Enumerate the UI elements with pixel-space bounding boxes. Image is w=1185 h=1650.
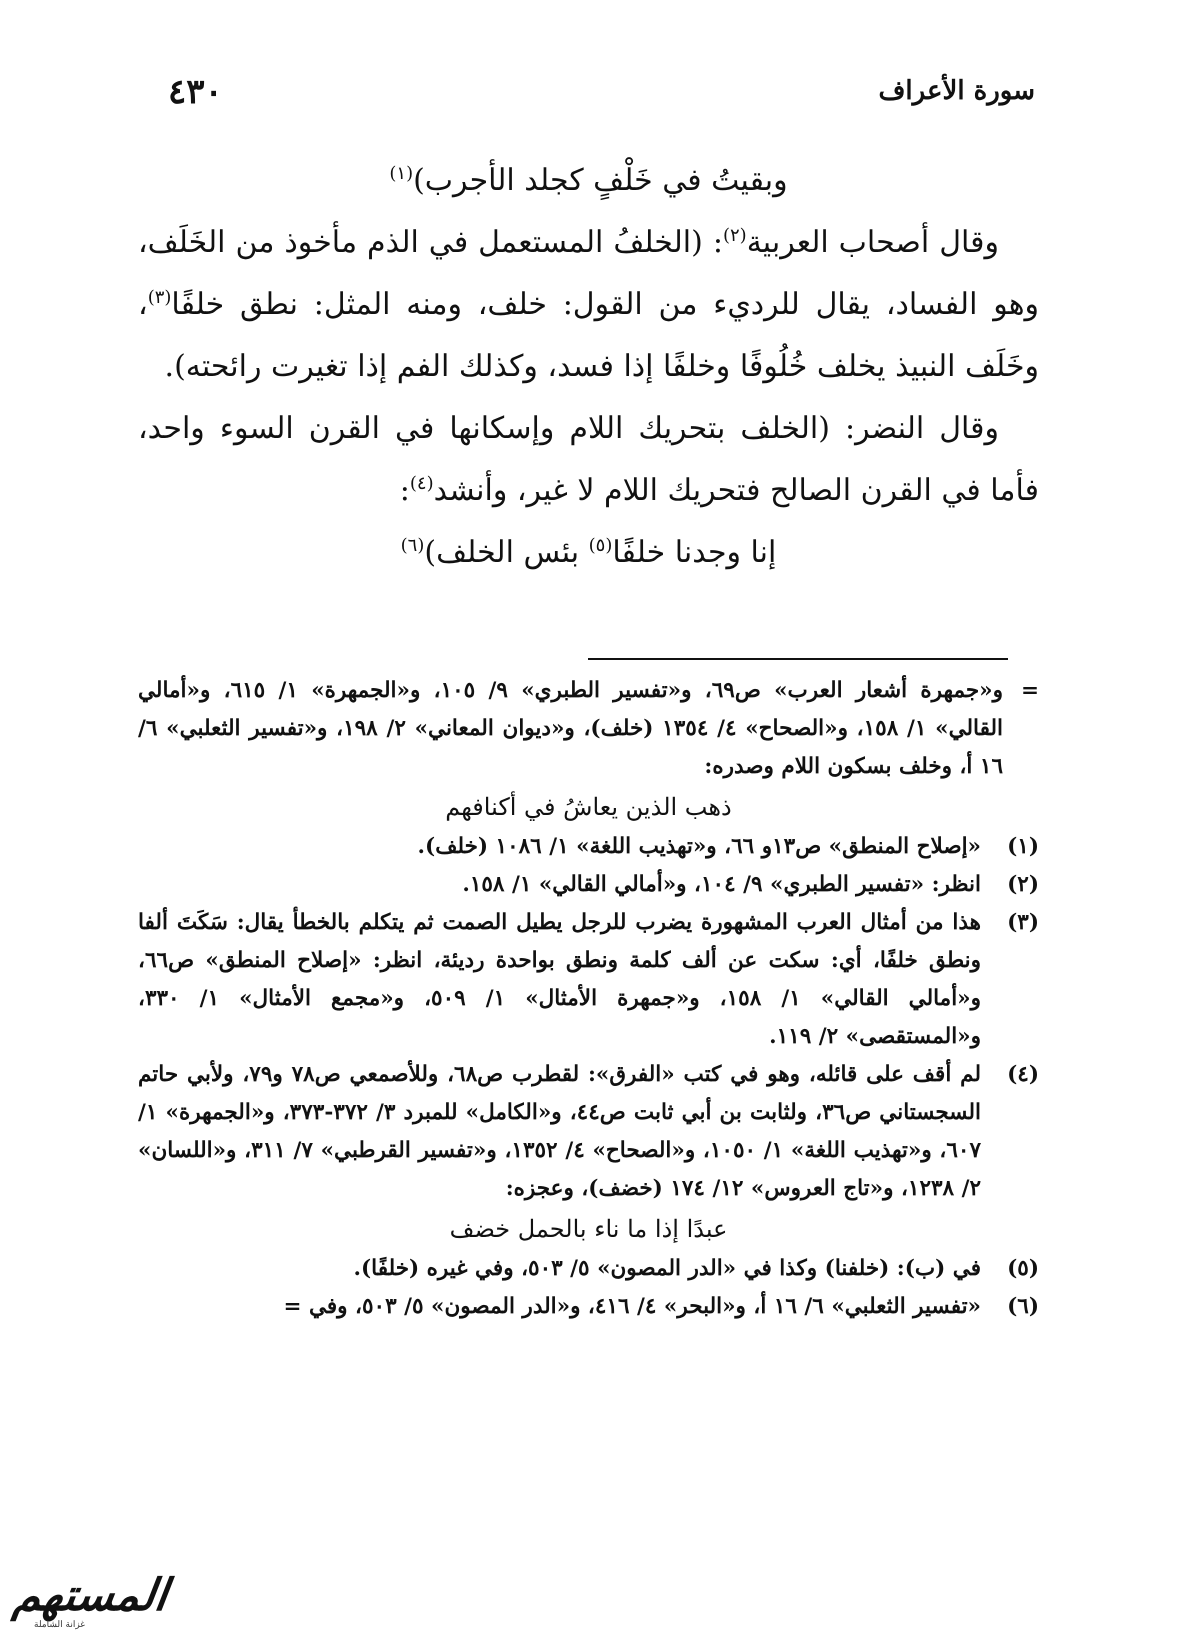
para-2-b: : — [399, 473, 410, 508]
footnote-number: (٣) — [1007, 910, 1039, 935]
library-watermark-logo — [6, 1566, 171, 1636]
footnote-4-verse: عبدًا إذا ما ناء بالحمل خضف — [449, 1215, 728, 1243]
footnote-5 — [138, 1250, 1039, 1288]
para-1-ref2: (٣) — [147, 287, 172, 308]
paragraph-1 — [138, 212, 1039, 398]
footnotes — [138, 672, 1039, 1326]
footnote-text: هذا من أمثال العرب المشهورة يضرب للرجل يطيل الصمت ثم يتكلم بالخطأ يقال: سَكَتَ ألفا ونطق خلفًا، أي: سكت عن ألف كلمة ونطق بواحدة رديئة، انظر: «إصلاح المنطق» ص٦٦، و«أمالي القالي» ١/ ١٥٨، و«جمهرة الأمثال» ١/ ٥٠٩، و«مجمع الأمثال» ١/ ٣٣٠، و«المستقصى» ٢/ ١١٩. — [138, 910, 981, 1049]
footnote-text: انظر: «تفسير الطبري» ٩/ ١٠٤، و«أمالي القالي» ١/ ١٥٨. — [462, 872, 981, 897]
para-1-b: : (الخلفُ المستعمل في الذم مأخوذ من الخَلَف، وهو الفساد، يقال للرديء من القول: خلف، ومنه المثل: نطق خلفًا — [138, 225, 1039, 322]
verse-2-ref-2: (٦) — [400, 535, 425, 556]
verse-2-ref-1: (٥) — [588, 535, 613, 556]
page-header — [168, 72, 1035, 120]
continuation-text: و«جمهرة أشعار العرب» ص٦٩، و«تفسير الطبري» ٩/ ١٠٥، و«الجمهرة» ١/ ٦١٥، و«أمالي القالي» ١/ ١٥٨، و«الصحاح» ٤/ ١٣٥٤ (خلف)، و«ديوان المعاني» ٢/ ١٩٨، و«تفسير الثعلبي» ٦/ ١٦ أ، وخلف بسكون اللام وصدره: — [138, 678, 1003, 779]
footnote-1 — [138, 828, 1039, 866]
footnote-number: (٦) — [1007, 1294, 1039, 1319]
footnote-text: «تفسير الثعلبي» ٦/ ١٦ أ، و«البحر» ٤/ ٤١٦، و«الدر المصون» ٥/ ٥٠٣، وفي = — [283, 1294, 981, 1319]
main-text — [138, 150, 1039, 584]
para-1-c: ، وخَلَف النبيذ يخلف خُلُوفًا وخلفًا إذا فسد، وكذلك الفم إذا تغيرت رائحته). — [138, 287, 1039, 384]
footnote-number: (٥) — [1007, 1256, 1039, 1281]
para-1-a: وقال أصحاب العربية — [746, 225, 1000, 260]
verse-1-ref: (١) — [389, 163, 414, 184]
para-1-ref: (٢) — [722, 225, 747, 246]
footnote-4 — [138, 1056, 1039, 1208]
continuation-mark: = — [1020, 678, 1039, 703]
footnote-3 — [138, 904, 1039, 1056]
para-2-a: وقال النضر: (الخلف بتحريك اللام وإسكانها في القرن السوء واحد، فأما في القرن الصالح فتحريك اللام لا غير، وأنشد — [138, 411, 1039, 508]
footnote-2 — [138, 866, 1039, 904]
watermark-text: المستهم — [10, 1570, 171, 1621]
footnote-continuation — [138, 672, 1039, 786]
verse-2-b: بئس الخلف) — [424, 535, 589, 570]
footnote-separator — [588, 658, 1008, 660]
footnote-number: (١) — [1007, 834, 1039, 859]
footnote-number: (٢) — [1007, 872, 1039, 897]
watermark-subtext: غزانة الشاملة — [34, 1620, 86, 1630]
footnote-6 — [138, 1288, 1039, 1326]
surah-title: سورة الأعراف — [878, 76, 1035, 106]
paragraph-2 — [138, 398, 1039, 522]
verse-line-1 — [138, 150, 1039, 212]
footnote-text: «إصلاح المنطق» ص١٣و ٦٦، و«تهذيب اللغة» ١/ ١٠٨٦ (خلف). — [417, 834, 981, 859]
verse-1-text: وبقيتُ في خَلْفٍ كجلد الأجرب) — [413, 163, 788, 198]
footnote-number: (٤) — [1007, 1062, 1039, 1087]
verse-2-a: إنا وجدنا خلفًا — [612, 535, 777, 570]
verse-line-2 — [138, 522, 1039, 584]
footnote-text: لم أقف على قائله، وهو في كتب «الفرق»: لقطرب ص٦٨، وللأصمعي ص٧٨ و٧٩، ولأبي حاتم السجستاني ص٣٦، ولثابت بن أبي ثابت ص٤٤، و«الكامل» للمبرد ٣/ ٣٧٢-٣٧٣، و«الجمهرة» ١/ ٦٠٧، و«تهذيب اللغة» ١/ ١٠٥٠، و«الصحاح» ٤/ ١٣٥٢، و«تفسير القرطبي» ٧/ ٣١١، و«اللسان» ٢/ ١٢٣٨، و«تاج العروس» ١٢/ ١٧٤ (خضف)، وعجزه: — [138, 1062, 982, 1201]
footnote-text: في (ب): (خلفنا) وكذا في «الدر المصون» ٥/ ٥٠٣، وفي غيره (خلفًا). — [353, 1256, 981, 1281]
page-number: ٤٣٠ — [168, 72, 223, 112]
para-2-ref: (٤) — [409, 473, 434, 494]
continuation-verse: ذهب الذين يعاشُ في أكنافهم — [445, 793, 732, 821]
